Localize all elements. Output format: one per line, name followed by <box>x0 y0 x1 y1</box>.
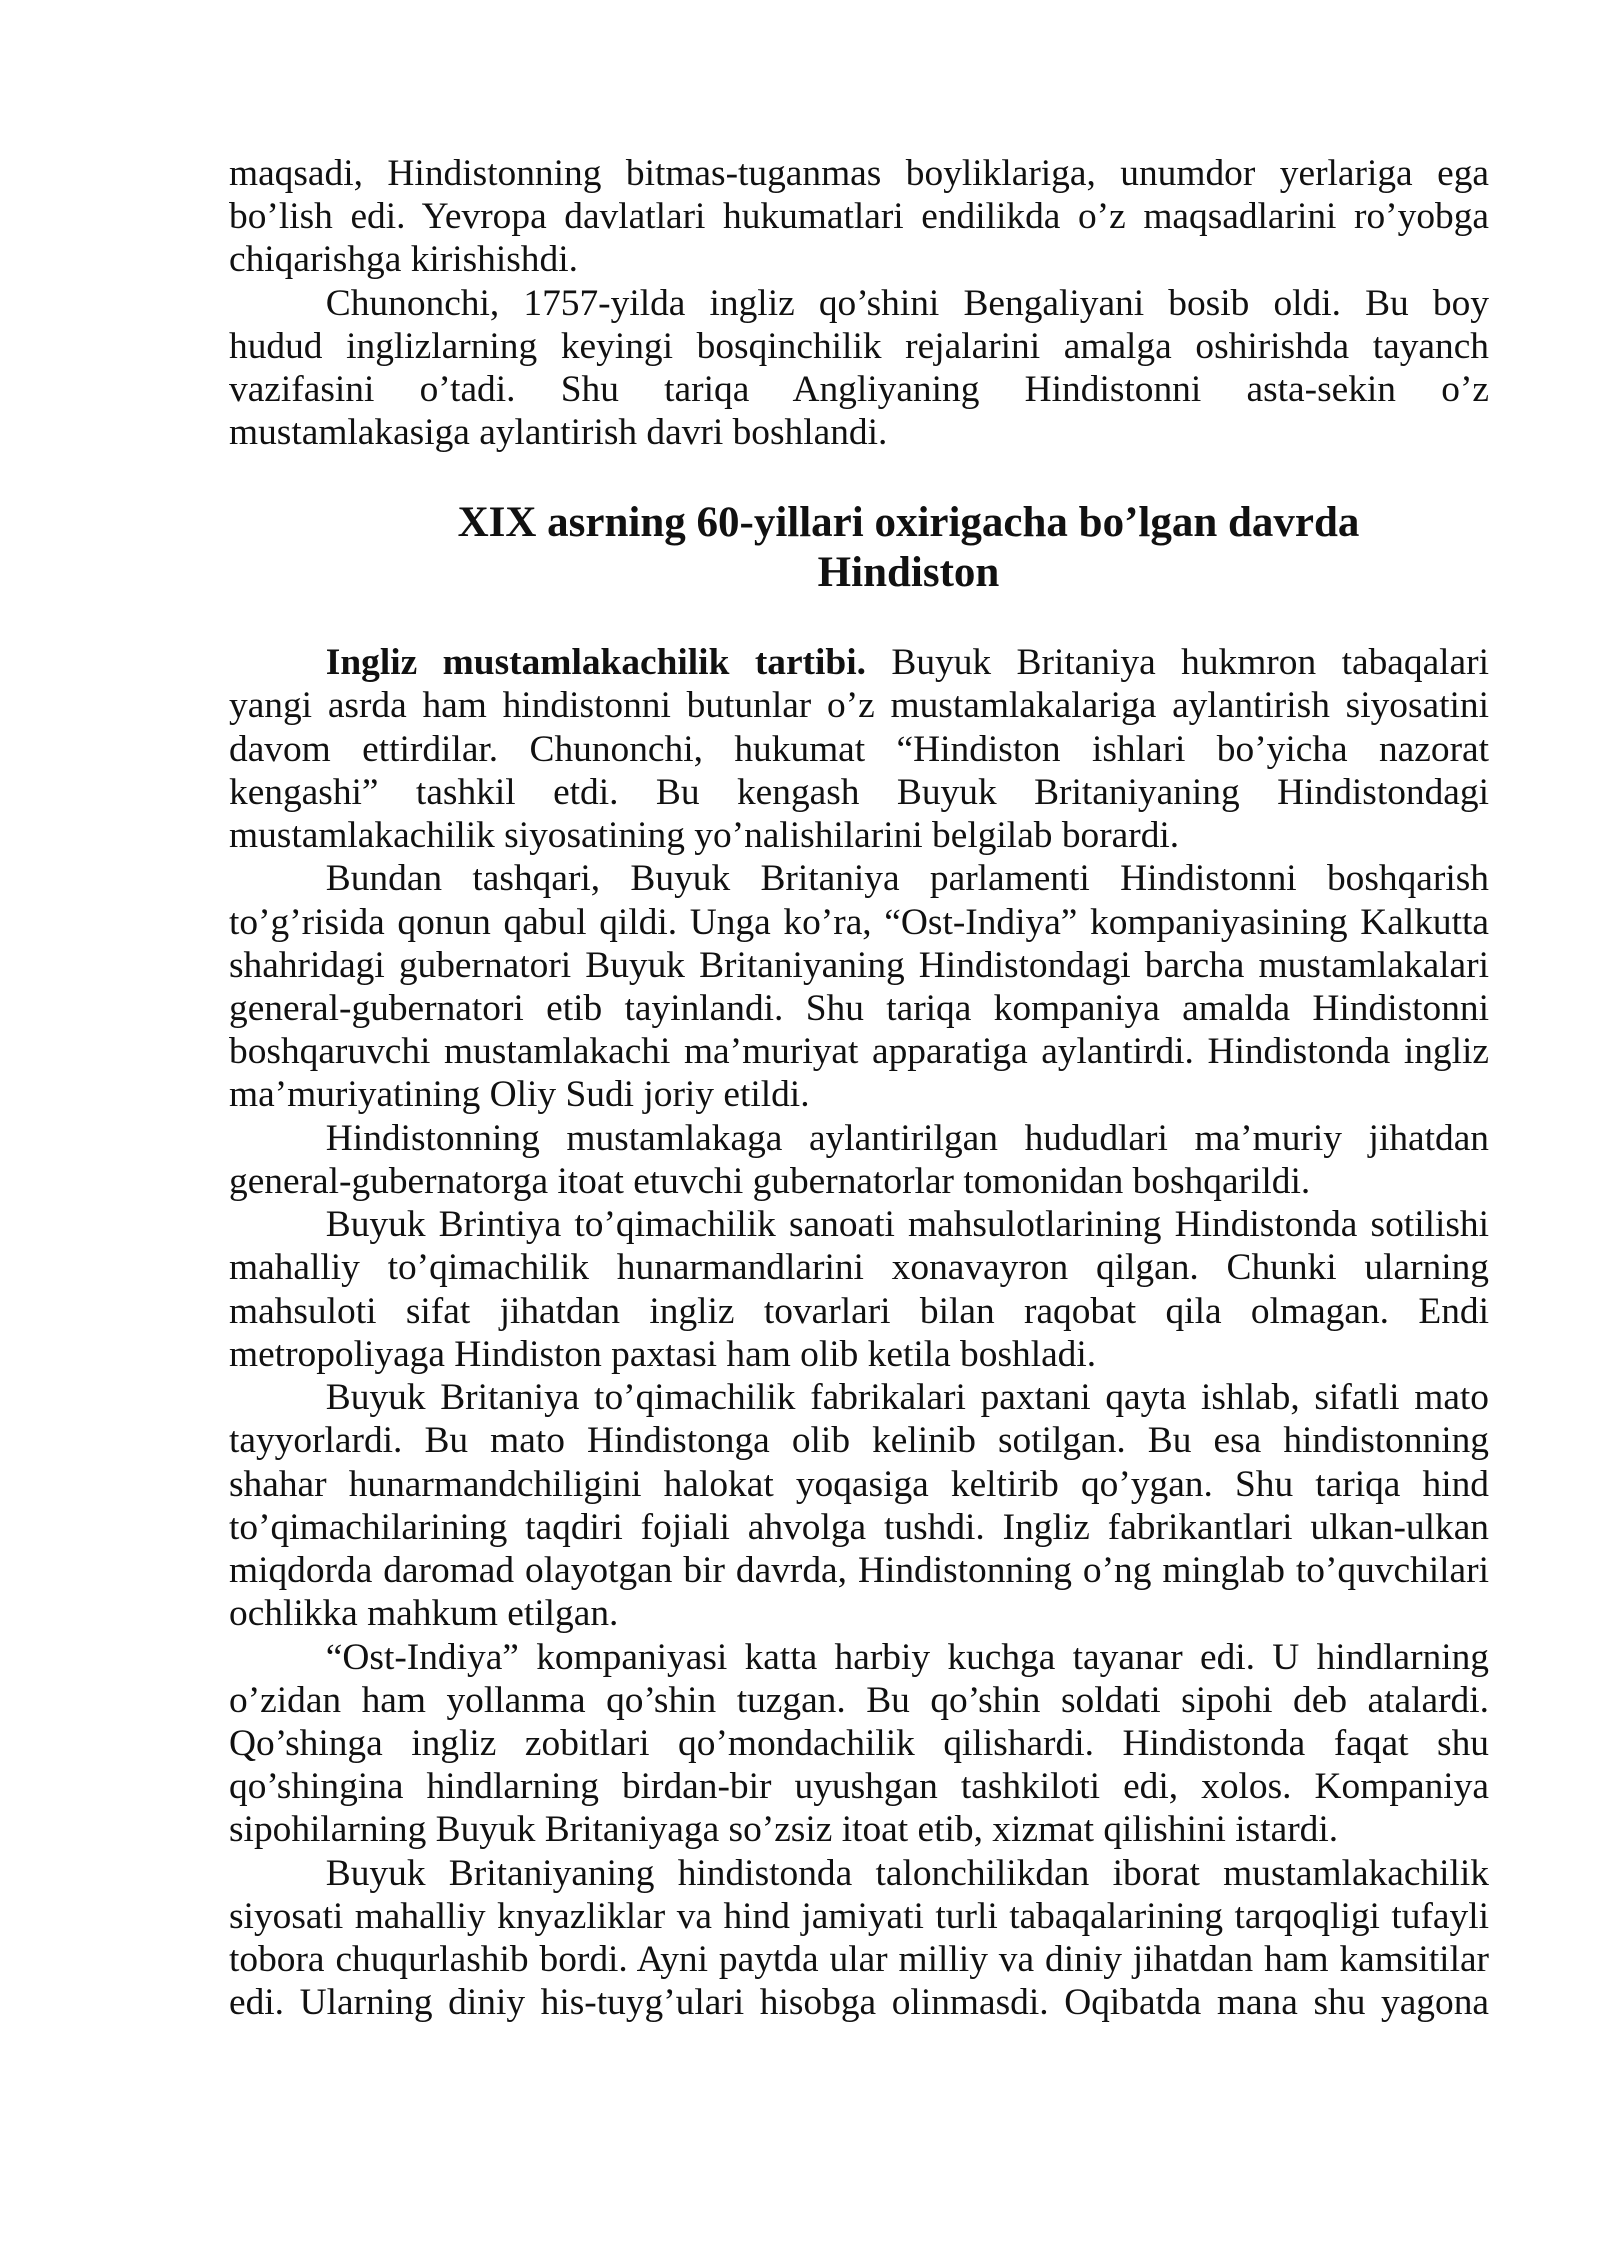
heading-line: XIX asrning 60-yillari oxirigacha bo’lgan davrda <box>457 498 1360 546</box>
text-line: mahalliy to’qimachilik hunarmandlarini xonavayron qilgan. Chunki ularning <box>229 1247 1489 1289</box>
text-line: tobora chuqurlashib bordi. Ayni paytda ular milliy va diniy jihatdan ham kamsitilar <box>229 1939 1489 1981</box>
text-line: metropoliyaga Hindiston paxtasi ham olib ketila boshladi. <box>229 1333 1097 1375</box>
paragraph <box>229 1203 1489 1376</box>
text-line: Hindistonning mustamlakaga aylantirilgan hududlari ma’muriy jihatdan <box>325 1117 1489 1159</box>
text-line: mustamlakachilik siyosatining yo’nalishilarini belgilab borardi. <box>229 815 1180 857</box>
text-line: sipohilarning Buyuk Britaniyaga so’zsiz itoat etib, xizmat qilishini istardi. <box>229 1809 1339 1851</box>
text-line: ochlikka mahkum etilgan. <box>229 1593 619 1635</box>
paragraph <box>229 1376 1489 1635</box>
text-line: Chunonchi, 1757-yilda ingliz qo’shini Bengaliyani bosib oldi. Bu boy <box>325 282 1489 324</box>
text-line: edi. Ularning diniy his-tuyg’ulari hisobga olinmasdi. Oqibatda mana shu yagona <box>229 1982 1489 2024</box>
text-line: davom ettirdilar. Chunonchi, hukumat “Hindiston ishlari bo’yicha nazorat <box>229 728 1489 770</box>
text-line: ma’muriyatining Oliy Sudi joriy etildi. <box>229 1074 810 1116</box>
text-line: mustamlakasiga aylantirish davri boshlandi. <box>229 412 888 454</box>
section-lead: Ingliz mustamlakachilik tartibi. <box>325 642 866 684</box>
text-line: kengashi” tashkil etdi. Bu kengash Buyuk Britaniyaning Hindistondagi <box>229 771 1489 813</box>
text-line: Buyuk Brintiya to’qimachilik sanoati mahsulotlarining Hindistonda sotilishi <box>325 1204 1489 1246</box>
text-line <box>229 641 1489 684</box>
text-line: general-gubernatori etib tayinlandi. Shu tariqa kompaniya amalda Hindistonni <box>229 987 1489 1029</box>
blank-line <box>229 455 1489 498</box>
heading-line: Hindiston <box>817 548 1000 596</box>
text-line: boshqaruvchi mustamlakachi ma’muriyat apparatiga aylantirdi. Hindistonda ingliz <box>229 1031 1489 1073</box>
text-line: Qo’shinga ingliz zobitlari qo’mondachilik qilishardi. Hindistonda faqat shu <box>229 1722 1489 1764</box>
text-line: Bundan tashqari, Buyuk Britaniya parlamenti Hindistonni boshqarish <box>325 858 1489 900</box>
text-line: Buyuk Britaniya to’qimachilik fabrikalari paxtani qayta ishlab, sifatli mato <box>325 1377 1489 1419</box>
text-line: yangi asrda ham hindistonni butunlar o’z mustamlakalariga aylantirish siyosatini <box>229 685 1489 727</box>
text-line: chiqarishga kirishishdi. <box>229 239 578 281</box>
text-line: general-gubernatorga itoat etuvchi gubernatorlar tomonidan boshqarildi. <box>229 1160 1311 1202</box>
text-line: maqsadi, Hindistonning bitmas-tuganmas boyliklariga, unumdor yerlariga ega <box>229 153 1489 194</box>
text-line: to’g’risida qonun qabul qildi. Unga ko’ra, “Ost-Indiya” kompaniyasining Kalkutta <box>229 901 1489 943</box>
section-heading <box>229 498 1489 598</box>
text-line: hudud inglizlarning keyingi bosqinchilik rejalarini amalga oshirishda tayanch <box>229 325 1489 367</box>
text-line: o’zidan ham yollanma qo’shin tuzgan. Bu qo’shin soldati sipohi deb atalardi. <box>229 1679 1489 1721</box>
text-line: shahridagi gubernatori Buyuk Britaniyaning Hindistondagi barcha mustamlakalari <box>229 944 1489 986</box>
text-line: bo’lish edi. Yevropa davlatlari hukumatlari endilikda o’z maqsadlarini ro’yobga <box>229 196 1489 238</box>
paragraph <box>229 857 1489 1116</box>
paragraph <box>229 1852 1489 2025</box>
paragraph <box>229 282 1489 455</box>
text-line: to’qimachilarining taqdiri fojiali ahvolga tushdi. Ingliz fabrikantlari ulkan-ulkan <box>229 1506 1489 1548</box>
text-line: Buyuk Britaniyaning hindistonda talonchilikdan iborat mustamlakachilik <box>325 1852 1489 1894</box>
paragraph <box>229 641 1489 857</box>
text-line: “Ost-Indiya” kompaniyasi katta harbiy kuchga tayanar edi. U hindlarning <box>325 1636 1489 1678</box>
page-text <box>229 152 1489 2025</box>
text-line: vazifasini o’tadi. Shu tariqa Angliyaning Hindistonni asta-sekin o’z <box>229 369 1489 411</box>
text-line: siyosati mahalliy knyazliklar va hind jamiyati turli tabaqalarining tarqoqligi tufayli <box>229 1895 1489 1937</box>
blank-line <box>229 598 1489 641</box>
text-line: mahsuloti sifat jihatdan ingliz tovarlari bilan raqobat qila olmagan. Endi <box>229 1290 1489 1332</box>
text-line: shahar hunarmandchiligini halokat yoqasiga keltirib qo’ygan. Shu tariqa hind <box>229 1463 1489 1505</box>
text-line: miqdorda daromad olayotgan bir davrda, Hindistonning o’ng minglab to’quvchilari <box>229 1550 1489 1592</box>
paragraph <box>229 152 1489 282</box>
paragraph <box>229 1117 1489 1203</box>
paragraph <box>229 1636 1489 1852</box>
text-line: tayyorlardi. Bu mato Hindistonga olib kelinib sotilgan. Bu esa hindistonning <box>229 1420 1489 1462</box>
text-line: qo’shingina hindlarning birdan-bir uyushgan tashkiloti edi, xolos. Kompaniya <box>229 1766 1489 1808</box>
text-line-rest: Buyuk Britaniya hukmron tabaqalari <box>891 642 1489 684</box>
